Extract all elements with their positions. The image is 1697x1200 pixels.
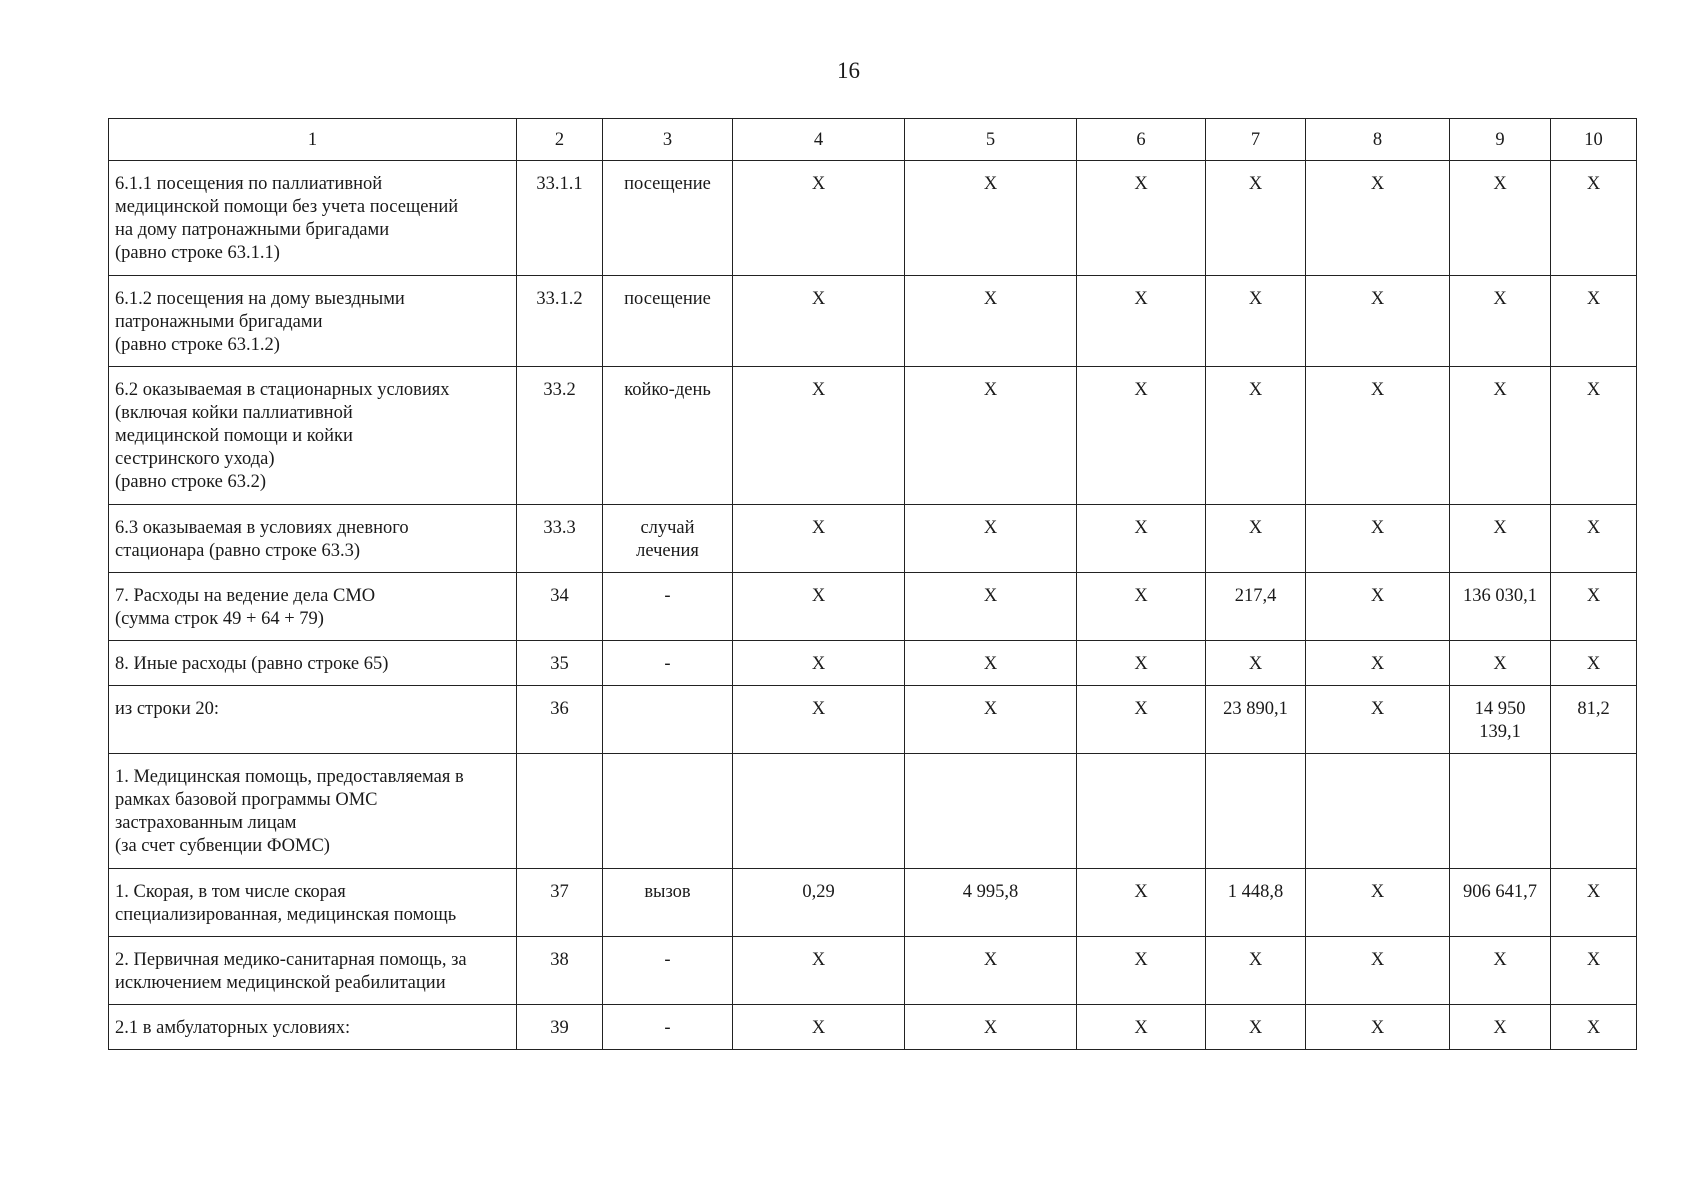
- row-code-cell: 39: [517, 1005, 603, 1050]
- value-cell-9: X: [1450, 937, 1551, 1005]
- table-row: [109, 686, 1637, 754]
- header-cell: 8: [1306, 119, 1450, 161]
- value-cell-10: [1551, 754, 1637, 869]
- value-cell-7: X: [1206, 641, 1306, 686]
- value-cell-4: [733, 754, 905, 869]
- table-row: [109, 869, 1637, 937]
- value-cell-5: X: [905, 686, 1077, 754]
- value-cell-6: X: [1077, 869, 1206, 937]
- header-cell: 9: [1450, 119, 1551, 161]
- row-code-cell: 35: [517, 641, 603, 686]
- row-code-cell: 36: [517, 686, 603, 754]
- table-row: [109, 754, 1637, 869]
- row-name-cell: из строки 20:: [109, 686, 517, 754]
- unit-cell: -: [603, 573, 733, 641]
- header-cell: 1: [109, 119, 517, 161]
- value-cell-6: X: [1077, 276, 1206, 367]
- value-cell-5: 4 995,8: [905, 869, 1077, 937]
- table-row: [109, 505, 1637, 573]
- table-row: [109, 1005, 1637, 1050]
- value-cell-10: X: [1551, 505, 1637, 573]
- header-cell: 7: [1206, 119, 1306, 161]
- table-row: [109, 573, 1637, 641]
- value-cell-5: X: [905, 641, 1077, 686]
- row-code-cell: 34: [517, 573, 603, 641]
- value-cell-6: X: [1077, 505, 1206, 573]
- row-code-cell: 37: [517, 869, 603, 937]
- value-cell-7: 1 448,8: [1206, 869, 1306, 937]
- value-cell-4: X: [733, 937, 905, 1005]
- value-cell-6: X: [1077, 641, 1206, 686]
- value-cell-7: 23 890,1: [1206, 686, 1306, 754]
- value-cell-7: 217,4: [1206, 573, 1306, 641]
- header-cell: 10: [1551, 119, 1637, 161]
- value-cell-9: 136 030,1: [1450, 573, 1551, 641]
- value-cell-4: X: [733, 505, 905, 573]
- table-row: [109, 276, 1637, 367]
- unit-cell: -: [603, 641, 733, 686]
- value-cell-8: [1306, 754, 1450, 869]
- value-cell-8: X: [1306, 686, 1450, 754]
- unit-cell: [603, 686, 733, 754]
- value-cell-4: 0,29: [733, 869, 905, 937]
- row-code-cell: 33.3: [517, 505, 603, 573]
- value-cell-9: X: [1450, 161, 1551, 276]
- header-cell: 2: [517, 119, 603, 161]
- value-cell-5: X: [905, 1005, 1077, 1050]
- value-cell-5: X: [905, 161, 1077, 276]
- row-name-cell: 2.1 в амбулаторных условиях:: [109, 1005, 517, 1050]
- value-cell-9: X: [1450, 505, 1551, 573]
- value-cell-9: X: [1450, 641, 1551, 686]
- table-row: [109, 367, 1637, 505]
- value-cell-5: X: [905, 937, 1077, 1005]
- value-cell-7: [1206, 754, 1306, 869]
- row-name-cell: 6.2 оказываемая в стационарных условиях (включая койки паллиативной медицинской помощи и койки сестринского ухода) (равно строке 63.2): [109, 367, 517, 505]
- row-name-cell: 6.1.2 посещения на дому выездными патронажными бригадами (равно строке 63.1.2): [109, 276, 517, 367]
- value-cell-7: X: [1206, 937, 1306, 1005]
- value-cell-6: X: [1077, 573, 1206, 641]
- value-cell-5: [905, 754, 1077, 869]
- value-cell-9: 906 641,7: [1450, 869, 1551, 937]
- value-cell-8: X: [1306, 573, 1450, 641]
- value-cell-7: X: [1206, 161, 1306, 276]
- value-cell-5: X: [905, 505, 1077, 573]
- value-cell-10: X: [1551, 641, 1637, 686]
- row-name-cell: 6.1.1 посещения по паллиативной медицинской помощи без учета посещений на дому патронажными бригадами (равно строке 63.1.1): [109, 161, 517, 276]
- unit-cell: койко-день: [603, 367, 733, 505]
- unit-cell: посещение: [603, 161, 733, 276]
- value-cell-7: X: [1206, 1005, 1306, 1050]
- value-cell-8: X: [1306, 937, 1450, 1005]
- row-code-cell: 33.2: [517, 367, 603, 505]
- row-code-cell: 38: [517, 937, 603, 1005]
- value-cell-4: X: [733, 161, 905, 276]
- unit-cell: посещение: [603, 276, 733, 367]
- value-cell-6: X: [1077, 686, 1206, 754]
- unit-cell: случай лечения: [603, 505, 733, 573]
- value-cell-8: X: [1306, 367, 1450, 505]
- row-name-cell: 2. Первичная медико-санитарная помощь, за исключением медицинской реабилитации: [109, 937, 517, 1005]
- value-cell-10: X: [1551, 1005, 1637, 1050]
- value-cell-10: X: [1551, 367, 1637, 505]
- data-table: [108, 118, 1637, 1050]
- value-cell-7: X: [1206, 505, 1306, 573]
- value-cell-10: 81,2: [1551, 686, 1637, 754]
- value-cell-5: X: [905, 367, 1077, 505]
- header-row: [109, 119, 1637, 161]
- value-cell-4: X: [733, 276, 905, 367]
- value-cell-9: [1450, 754, 1551, 869]
- value-cell-4: X: [733, 573, 905, 641]
- table-row: [109, 641, 1637, 686]
- value-cell-4: X: [733, 641, 905, 686]
- value-cell-8: X: [1306, 869, 1450, 937]
- value-cell-8: X: [1306, 161, 1450, 276]
- value-cell-10: X: [1551, 869, 1637, 937]
- value-cell-6: X: [1077, 937, 1206, 1005]
- table-row: [109, 161, 1637, 276]
- value-cell-4: X: [733, 686, 905, 754]
- value-cell-4: X: [733, 367, 905, 505]
- header-cell: 6: [1077, 119, 1206, 161]
- value-cell-7: X: [1206, 367, 1306, 505]
- value-cell-9: X: [1450, 1005, 1551, 1050]
- value-cell-9: X: [1450, 276, 1551, 367]
- value-cell-10: X: [1551, 573, 1637, 641]
- value-cell-5: X: [905, 276, 1077, 367]
- row-code-cell: 33.1.1: [517, 161, 603, 276]
- value-cell-8: X: [1306, 641, 1450, 686]
- value-cell-7: X: [1206, 276, 1306, 367]
- unit-cell: -: [603, 1005, 733, 1050]
- header-cell: 4: [733, 119, 905, 161]
- unit-cell: [603, 754, 733, 869]
- value-cell-4: X: [733, 1005, 905, 1050]
- unit-cell: -: [603, 937, 733, 1005]
- table-row: [109, 937, 1637, 1005]
- value-cell-8: X: [1306, 1005, 1450, 1050]
- row-code-cell: 33.1.2: [517, 276, 603, 367]
- page-number: 16: [837, 58, 860, 83]
- value-cell-9: 14 950 139,1: [1450, 686, 1551, 754]
- value-cell-6: X: [1077, 161, 1206, 276]
- value-cell-5: X: [905, 573, 1077, 641]
- value-cell-8: X: [1306, 276, 1450, 367]
- value-cell-10: X: [1551, 276, 1637, 367]
- value-cell-10: X: [1551, 161, 1637, 276]
- value-cell-8: X: [1306, 505, 1450, 573]
- unit-cell: вызов: [603, 869, 733, 937]
- value-cell-9: X: [1450, 367, 1551, 505]
- row-code-cell: [517, 754, 603, 869]
- row-name-cell: 7. Расходы на ведение дела СМО (сумма строк 49 + 64 + 79): [109, 573, 517, 641]
- row-name-cell: 1. Скорая, в том числе скорая специализированная, медицинская помощь: [109, 869, 517, 937]
- value-cell-10: X: [1551, 937, 1637, 1005]
- header-cell: 5: [905, 119, 1077, 161]
- value-cell-6: X: [1077, 1005, 1206, 1050]
- row-name-cell: 1. Медицинская помощь, предоставляемая в рамках базовой программы ОМС застрахованным лицам (за счет субвенции ФОМС): [109, 754, 517, 869]
- row-name-cell: 8. Иные расходы (равно строке 65): [109, 641, 517, 686]
- header-cell: 3: [603, 119, 733, 161]
- value-cell-6: X: [1077, 367, 1206, 505]
- row-name-cell: 6.3 оказываемая в условиях дневного стационара (равно строке 63.3): [109, 505, 517, 573]
- value-cell-6: [1077, 754, 1206, 869]
